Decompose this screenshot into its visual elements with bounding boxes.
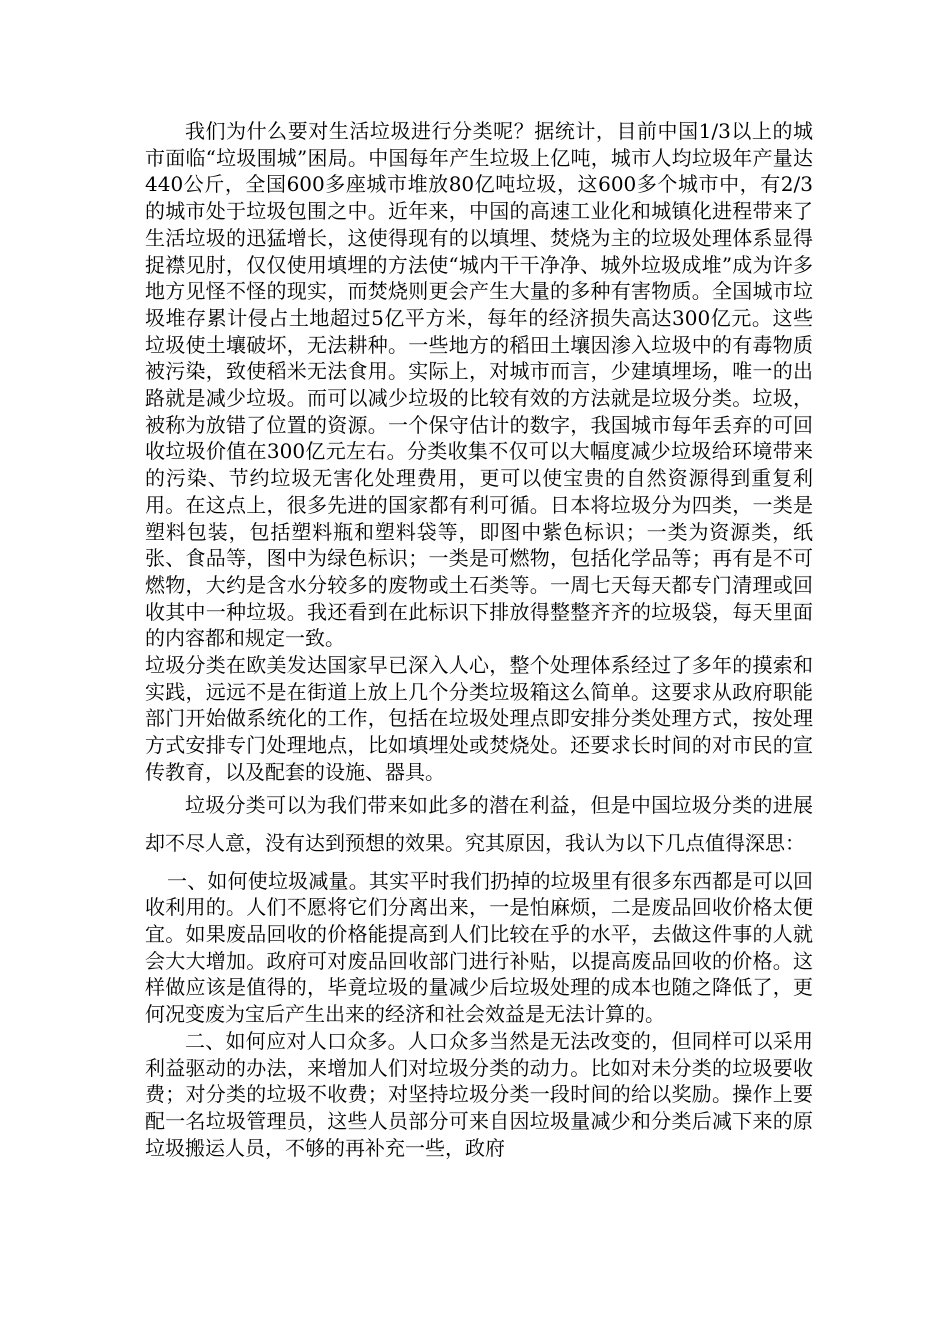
paragraph-western-practice: 垃圾分类在欧美发达国家早已深入人心，整个处理体系经过了多年的摸索和实践，远远不是在街道上放上几个分类垃圾箱这么简单。这要求从政府职能部门开始做系统化的工作，包括在垃圾处理点即安排分类处理方式，按处理方式安排专门处理地点，比如填埋处或焚烧处。还要求长时间的对市民的宣传教育，以及配套的设施、器具。	[145, 653, 813, 784]
paragraph-intro: 我们为什么要对生活垃圾进行分类呢？据统计，目前中国1/3以上的城市面临“垃圾围城”困局。中国每年产生垃圾上亿吨，城市人均垃圾年产量达440公斤，全国600多座城市堆放80亿吨垃圾，这600多个城市中，有2/3的城市处于垃圾包围之中。近年来，中国的高速工业化和城镇化进程带来了生活垃圾的迅猛增长，这使得现有的以填埋、焚烧为主的垃圾处理体系显得捉襟见肘，仅仅使用填埋的方法使“城内干干净净、城外垃圾成堆”成为许多地方见怪不怪的现实，而焚烧则更会产生大量的多种有害物质。全国城市垃圾堆存累计侵占土地超过5亿平方米，每年的经济损失高达300亿元。这些垃圾使土壤破坏，无法耕种。一些地方的稻田土壤因渗入垃圾中的有毒物质被污染，致使稻米无法食用。实际上，对城市而言，少建填埋场，唯一的出路就是减少垃圾。而可以减少垃圾的比较有效的方法就是垃圾分类。垃圾，被称为放错了位置的资源。一个保守估计的数字，我国城市每年丢弃的可回收垃圾价值在300亿元左右。分类收集不仅可以大幅度减少垃圾给环境带来的污染、节约垃圾无害化处理费用，更可以使宝贵的自然资源得到重复利用。在这点上，很多先进的国家都有利可循。日本将垃圾分为四类，一类是塑料包装，包括塑料瓶和塑料袋等，即图中紫色标识；一类为资源类，纸张、食品等，图中为绿色标识；一类是可燃物，包括化学品等；再有是不可燃物，大约是含水分较多的废物或土石类等。一周七天每天都专门清理或回收其中一种垃圾。我还看到在此标识下排放得整整齐齐的垃圾袋，每天里面的内容都和规定一致。	[145, 119, 813, 651]
paragraph-reasons: 垃圾分类可以为我们带来如此多的潜在利益，但是中国垃圾分类的进展却不尽人意，没有达到预想的效果。究其原因，我认为以下几点值得深思：	[145, 792, 813, 855]
paragraph-point-two: 二、如何应对人口众多。人口众多当然是无法改变的，但同样可以采用利益驱动的办法，来增加人们对垃圾分类的动力。比如对未分类的垃圾要收费；对分类的垃圾不收费；对坚持垃圾分类一段时间的给以奖励。操作上要配一名垃圾管理员，这些人员部分可来自因垃圾量减少和分类后减下来的原垃圾搬运人员，不够的再补充一些，政府	[145, 1028, 813, 1160]
document-body	[145, 118, 813, 1161]
paragraph-point-one: 一、如何使垃圾减量。其实平时我们扔掉的垃圾里有很多东西都是可以回收利用的。人们不愿将它们分离出来，一是怕麻烦，二是废品回收价格太便宜。如果废品回收的价格能提高到人们比较在乎的水平，去做这件事的人就会大大增加。政府可对废品回收部门进行补贴，以提高废品回收的价格。这样做应该是值得的，毕竟垃圾的量减少后垃圾处理的成本也随之降低了，更何况变废为宝后产生出来的经济和社会效益是无法计算的。	[145, 868, 813, 1027]
